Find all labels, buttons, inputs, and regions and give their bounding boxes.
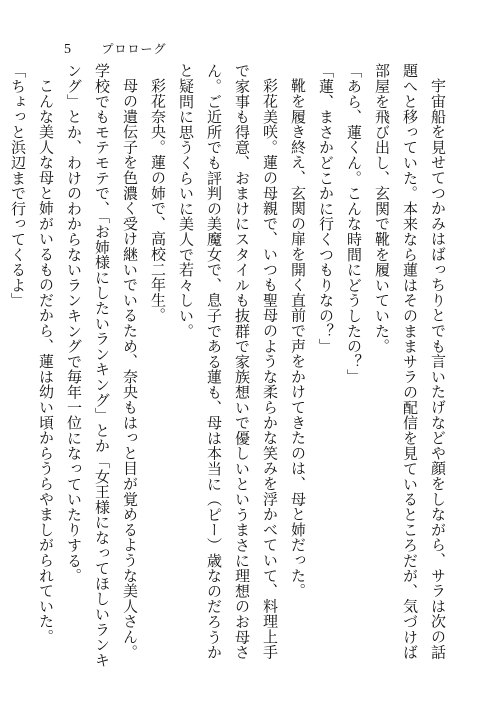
- paragraph: 靴を履き終え、玄関の扉を開く直前で声をかけてきたのは、母と姉だった。: [289, 78, 307, 599]
- page-header: [64, 40, 167, 60]
- paragraph: 彩花美咲。蓮の母親で、いつも聖母のような柔らかな笑みを浮かべていて、料理上手で家事も得意、おまけにスタイルも抜群で家族想いで優しいというまさに理想のお母さん。ご近所でも評判の美魔女で、息子である蓮も、母は本当に（ピー）歳なのだろうかと疑問に思うくらいに美人で若々しい。: [177, 63, 279, 660]
- dialogue-line: 「ちょっと浜辺まで行ってくるよ」: [9, 63, 27, 308]
- vertical-text-body: [0, 63, 452, 673]
- paragraph: [0, 63, 4, 673]
- paragraph: 彩花奈央。蓮の姉で、高校二年生。: [149, 78, 167, 323]
- paragraph: こんな美人な母と姉がいるものだから、蓮は幼い頃からうらやましがられていた。: [37, 78, 55, 645]
- chapter-title: プロローグ: [101, 42, 167, 56]
- dialogue-line: 「蓮、まさかどこかに行くつもりなの？」: [317, 63, 335, 354]
- dialogue-line: 「あら、蓮くん。こんな時間にどうしたの？」: [345, 63, 363, 385]
- page-number: 5: [64, 42, 72, 57]
- paragraph: 母の遺伝子を色濃く受け継いでいるため、奈央もはっと目が覚めるような美人さん。学校でもモテモテで、「お姉様にしたいランキング」とか「女王様になってほしいランキング」とか、わけのわからないランキングで毎年一位になっていたりする。: [65, 63, 139, 668]
- paragraph: 宇宙船を見せてつかみはばっちりとでも言いたげなどや顔をしながら、サラは次の話題へと移っていた。本来なら蓮はそのままサラの配信を見ているところだが、気づけば部屋を飛び出し、玄関で靴を履いていた。: [373, 63, 447, 660]
